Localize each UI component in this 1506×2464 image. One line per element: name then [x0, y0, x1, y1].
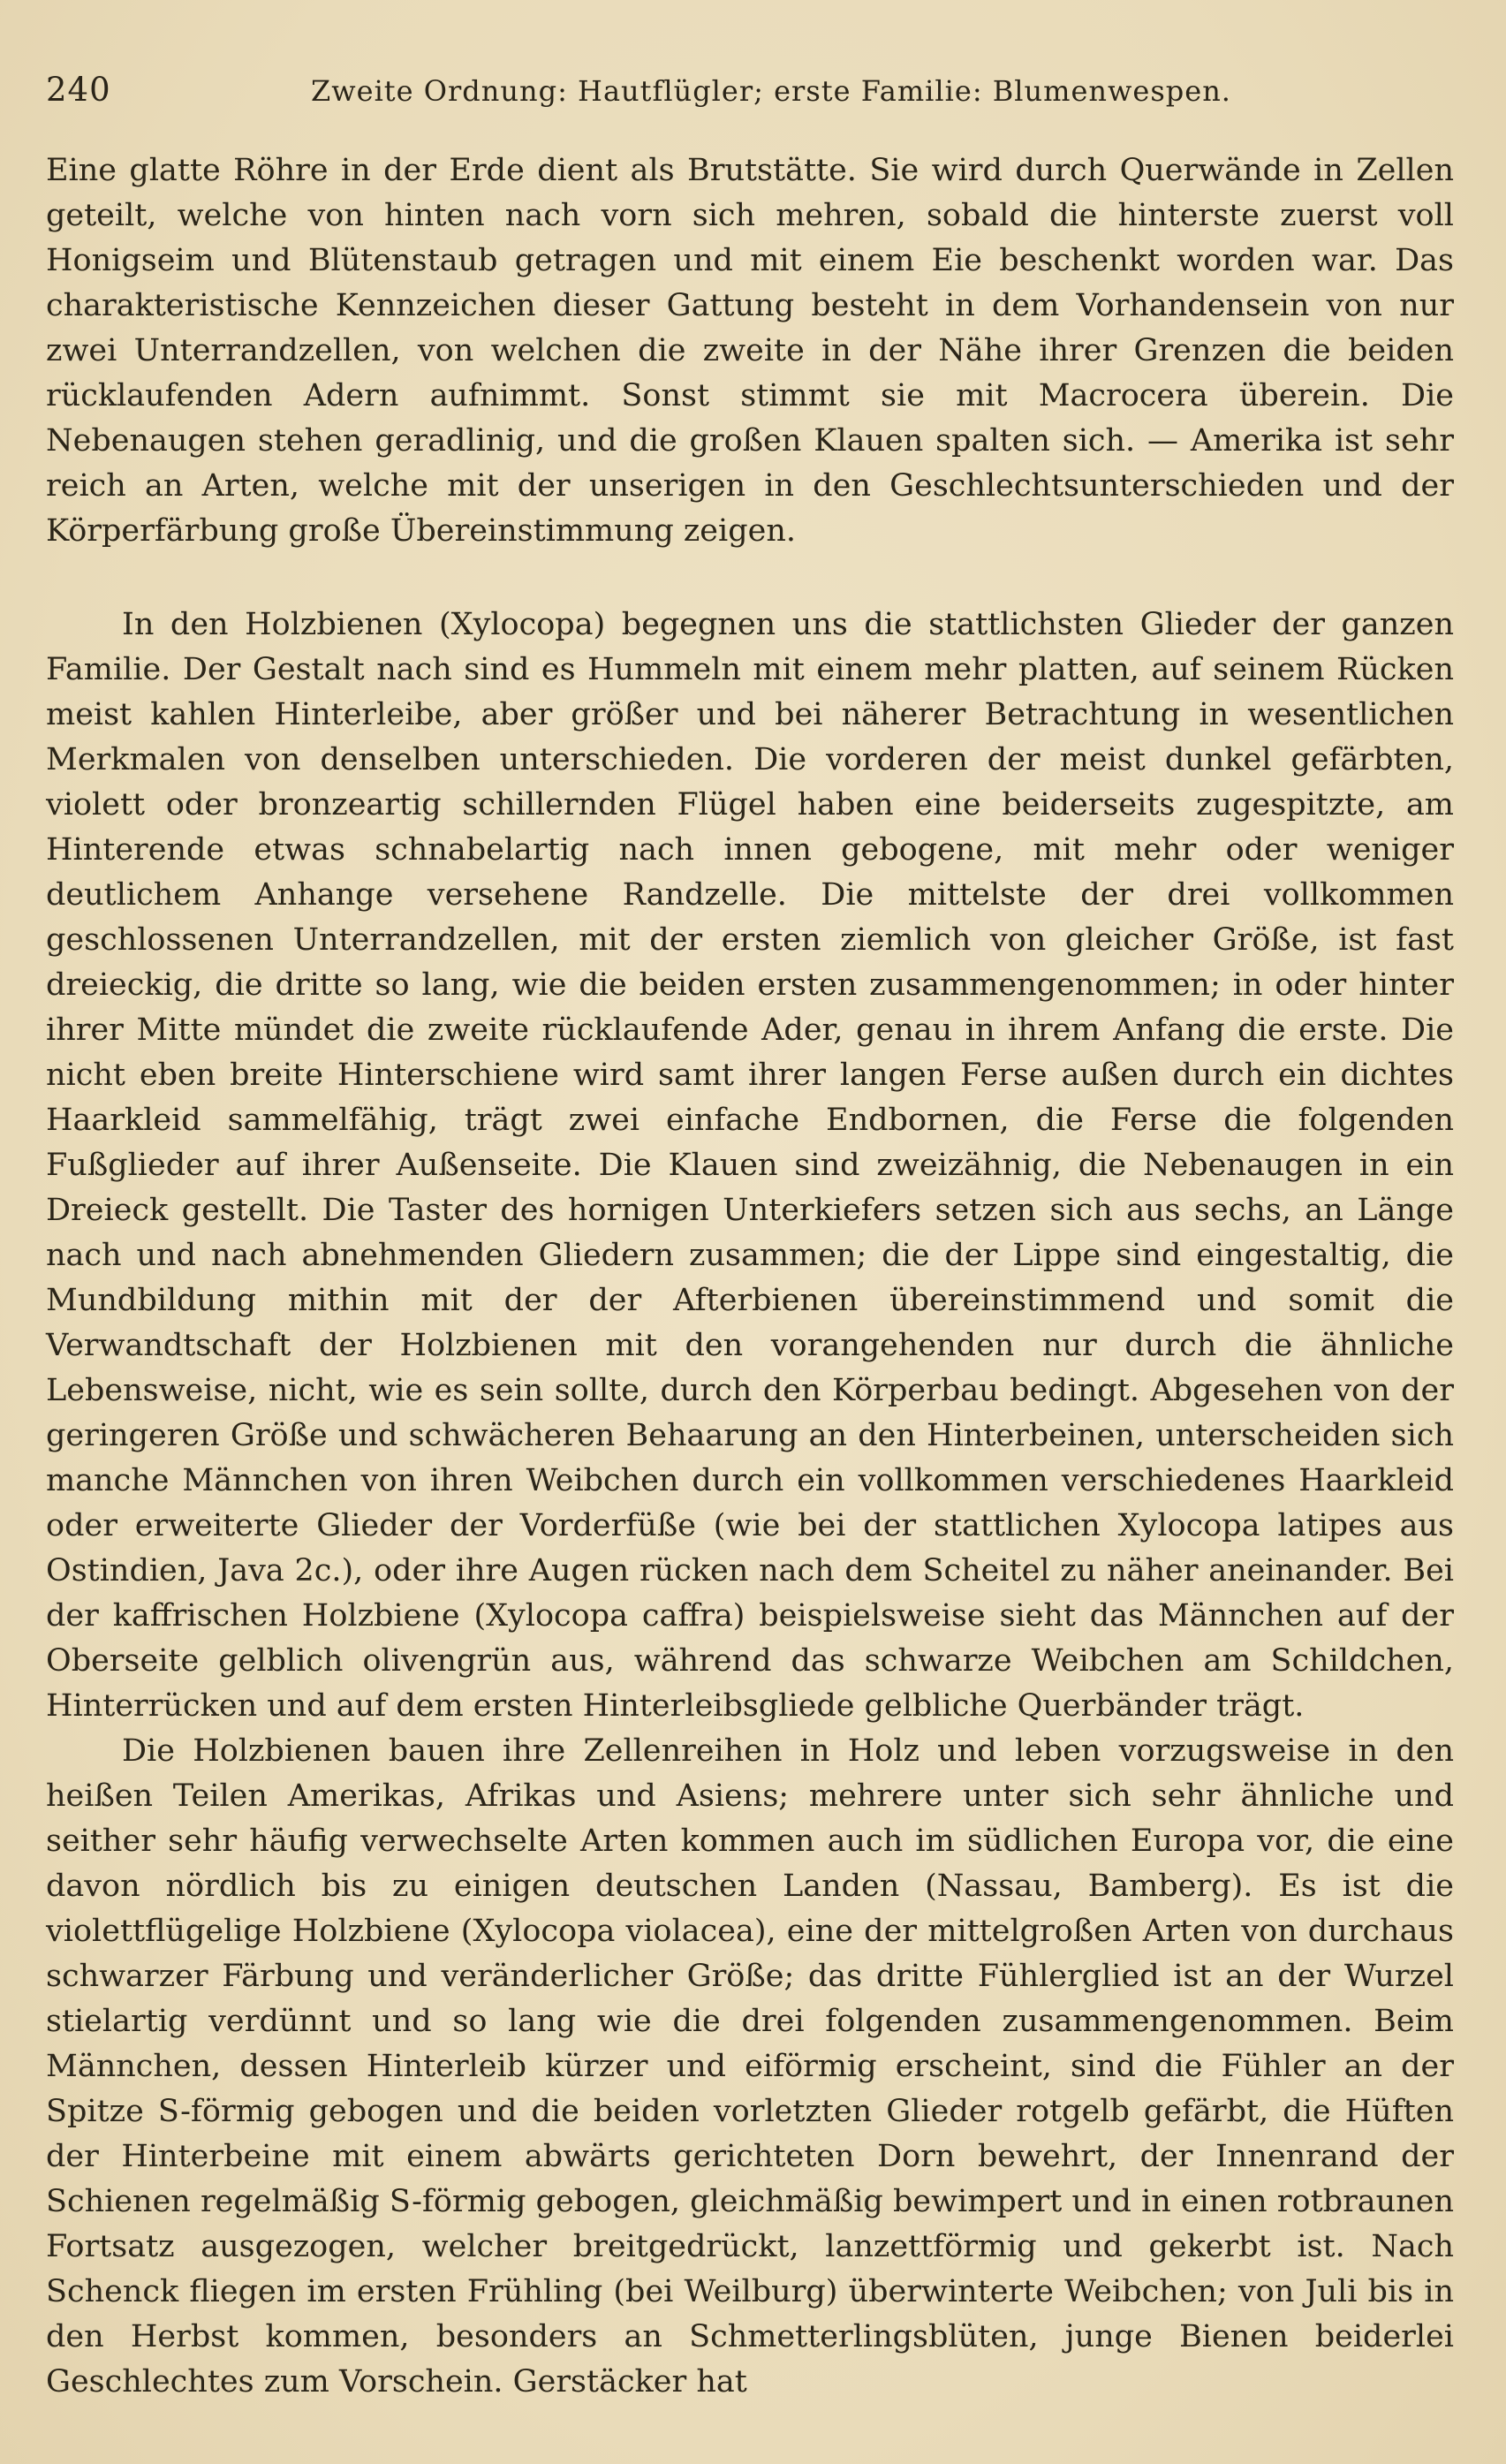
paragraph: Die Holzbienen bauen ihre Zellenreihen in Holz und leben vorzugsweise in den heißen Teilen Amerikas, Afrikas und Asiens; mehrere unter sich sehr ähnliche und seither sehr häufig verwechselte Arten kommen auch im südlichen Europa vor, die eine davon nördlich bis zu einigen deutschen Landen (Nassau, Bamberg). Es ist die violettflügelige Holzbiene (Xylocopa violacea), eine der mittelgroßen Arten von durchaus schwarzer Färbung und veränderlicher Größe; das dritte Fühlerglied ist an der Wurzel stielartig verdünnt und so lang wie die drei folgenden zusammengenommen. Beim Männchen, dessen Hinterleib kürzer und eiförmig erscheint, sind die Fühler an der Spitze S-förmig gebogen und die beiden vorletzten Glieder rotgelb gefärbt, die Hüften der Hinterbeine mit einem abwärts gerichteten Dorn bewehrt, der Innenrand der Schienen regelmäßig S-förmig gebogen, gleichmäßig bewimpert und in einen rotbraunen Fortsatz ausgezogen, welcher breitgedrückt, lanzettförmig und gekerbt ist. Nach Schenck fliegen im ersten Frühling (bei Weilburg) überwinterte Weibchen; von Juli bis in den Herbst kommen, besonders an Schmetterlingsblüten, junge Bienen beiderlei Geschlechtes zum Vorschein. Gerstäcker hat: [46, 1733, 1454, 2400]
page-number: 240: [46, 71, 111, 109]
body-text: [46, 148, 1454, 2405]
running-head: Zweite Ordnung: Hautflügler; erste Familie: Blumenwespen.: [311, 74, 1231, 108]
page-header: [46, 67, 1452, 120]
paragraph: Eine glatte Röhre in der Erde dient als Brutstätte. Sie wird durch Querwände in Zellen geteilt, welche von hinten nach vorn sich mehren, sobald die hinterste zuerst voll Honigseim und Blütenstaub getragen und mit einem Eie beschenkt worden war. Das charakteristische Kennzeichen dieser Gattung besteht in dem Vorhandensein von nur zwei Unterrandzellen, von welchen die zweite in der Nähe ihrer Grenzen die beiden rücklaufenden Adern aufnimmt. Sonst stimmt sie mit Macrocera überein. Die Nebenaugen stehen geradlinig, und die großen Klauen spalten sich. — Amerika ist sehr reich an Arten, welche mit der unserigen in den Geschlechtsunterschieden und der Körperfärbung große Übereinstimmung zeigen.: [46, 153, 1454, 549]
paragraph: In den Holzbienen (Xylocopa) begegnen uns die stattlichsten Glieder der ganzen Familie. Der Gestalt nach sind es Hummeln mit einem mehr platten, auf seinem Rücken meist kahlen Hinterleibe, aber größer und bei näherer Betrachtung in wesentlichen Merkmalen von denselben unterschieden. Die vorderen der meist dunkel gefärbten, violett oder bronzeartig schillernden Flügel haben eine beiderseits zugespitzte, am Hinterende etwas schnabelartig nach innen gebogene, mit mehr oder weniger deutlichem Anhange versehene Randzelle. Die mittelste der drei vollkommen geschlossenen Unterrandzellen, mit der ersten ziemlich von gleicher Größe, ist fast dreieckig, die dritte so lang, wie die beiden ersten zusammengenommen; in oder hinter ihrer Mitte mündet die zweite rücklaufende Ader, genau in ihrem Anfang die erste. Die nicht eben breite Hinterschiene wird samt ihrer langen Ferse außen durch ein dichtes Haarkleid sammelfähig, trägt zwei einfache Endbornen, die Ferse die folgenden Fußglieder auf ihrer Außenseite. Die Klauen sind zweizähnig, die Nebenaugen in ein Dreieck gestellt. Die Taster des hornigen Unterkiefers setzen sich aus sechs, an Länge nach und nach abnehmenden Gliedern zusammen; die der Lippe sind eingestaltig, die Mundbildung mithin mit der der Afterbienen übereinstimmend und somit die Verwandtschaft der Holzbienen mit den vorangehenden nur durch die ähnliche Lebensweise, nicht, wie es sein sollte, durch den Körperbau bedingt. Abgesehen von der geringeren Größe und schwächeren Behaarung an den Hinterbeinen, unterscheiden sich manche Männchen von ihren Weibchen durch ein vollkommen verschiedenes Haarkleid oder erweiterte Glieder der Vorderfüße (wie bei der stattlichen Xylocopa latipes aus Ostindien, Java 2c.), oder ihre Augen rücken nach dem Scheitel zu näher aneinander. Bei der kaffrischen Holzbiene (Xylocopa caffra) beispielsweise sieht das Männchen auf der Oberseite gelblich olivengrün aus, während das schwarze Weibchen am Schildchen, Hinterrücken und auf dem ersten Hinterleibsgliede gelbliche Querbänder trägt.: [46, 607, 1454, 1724]
